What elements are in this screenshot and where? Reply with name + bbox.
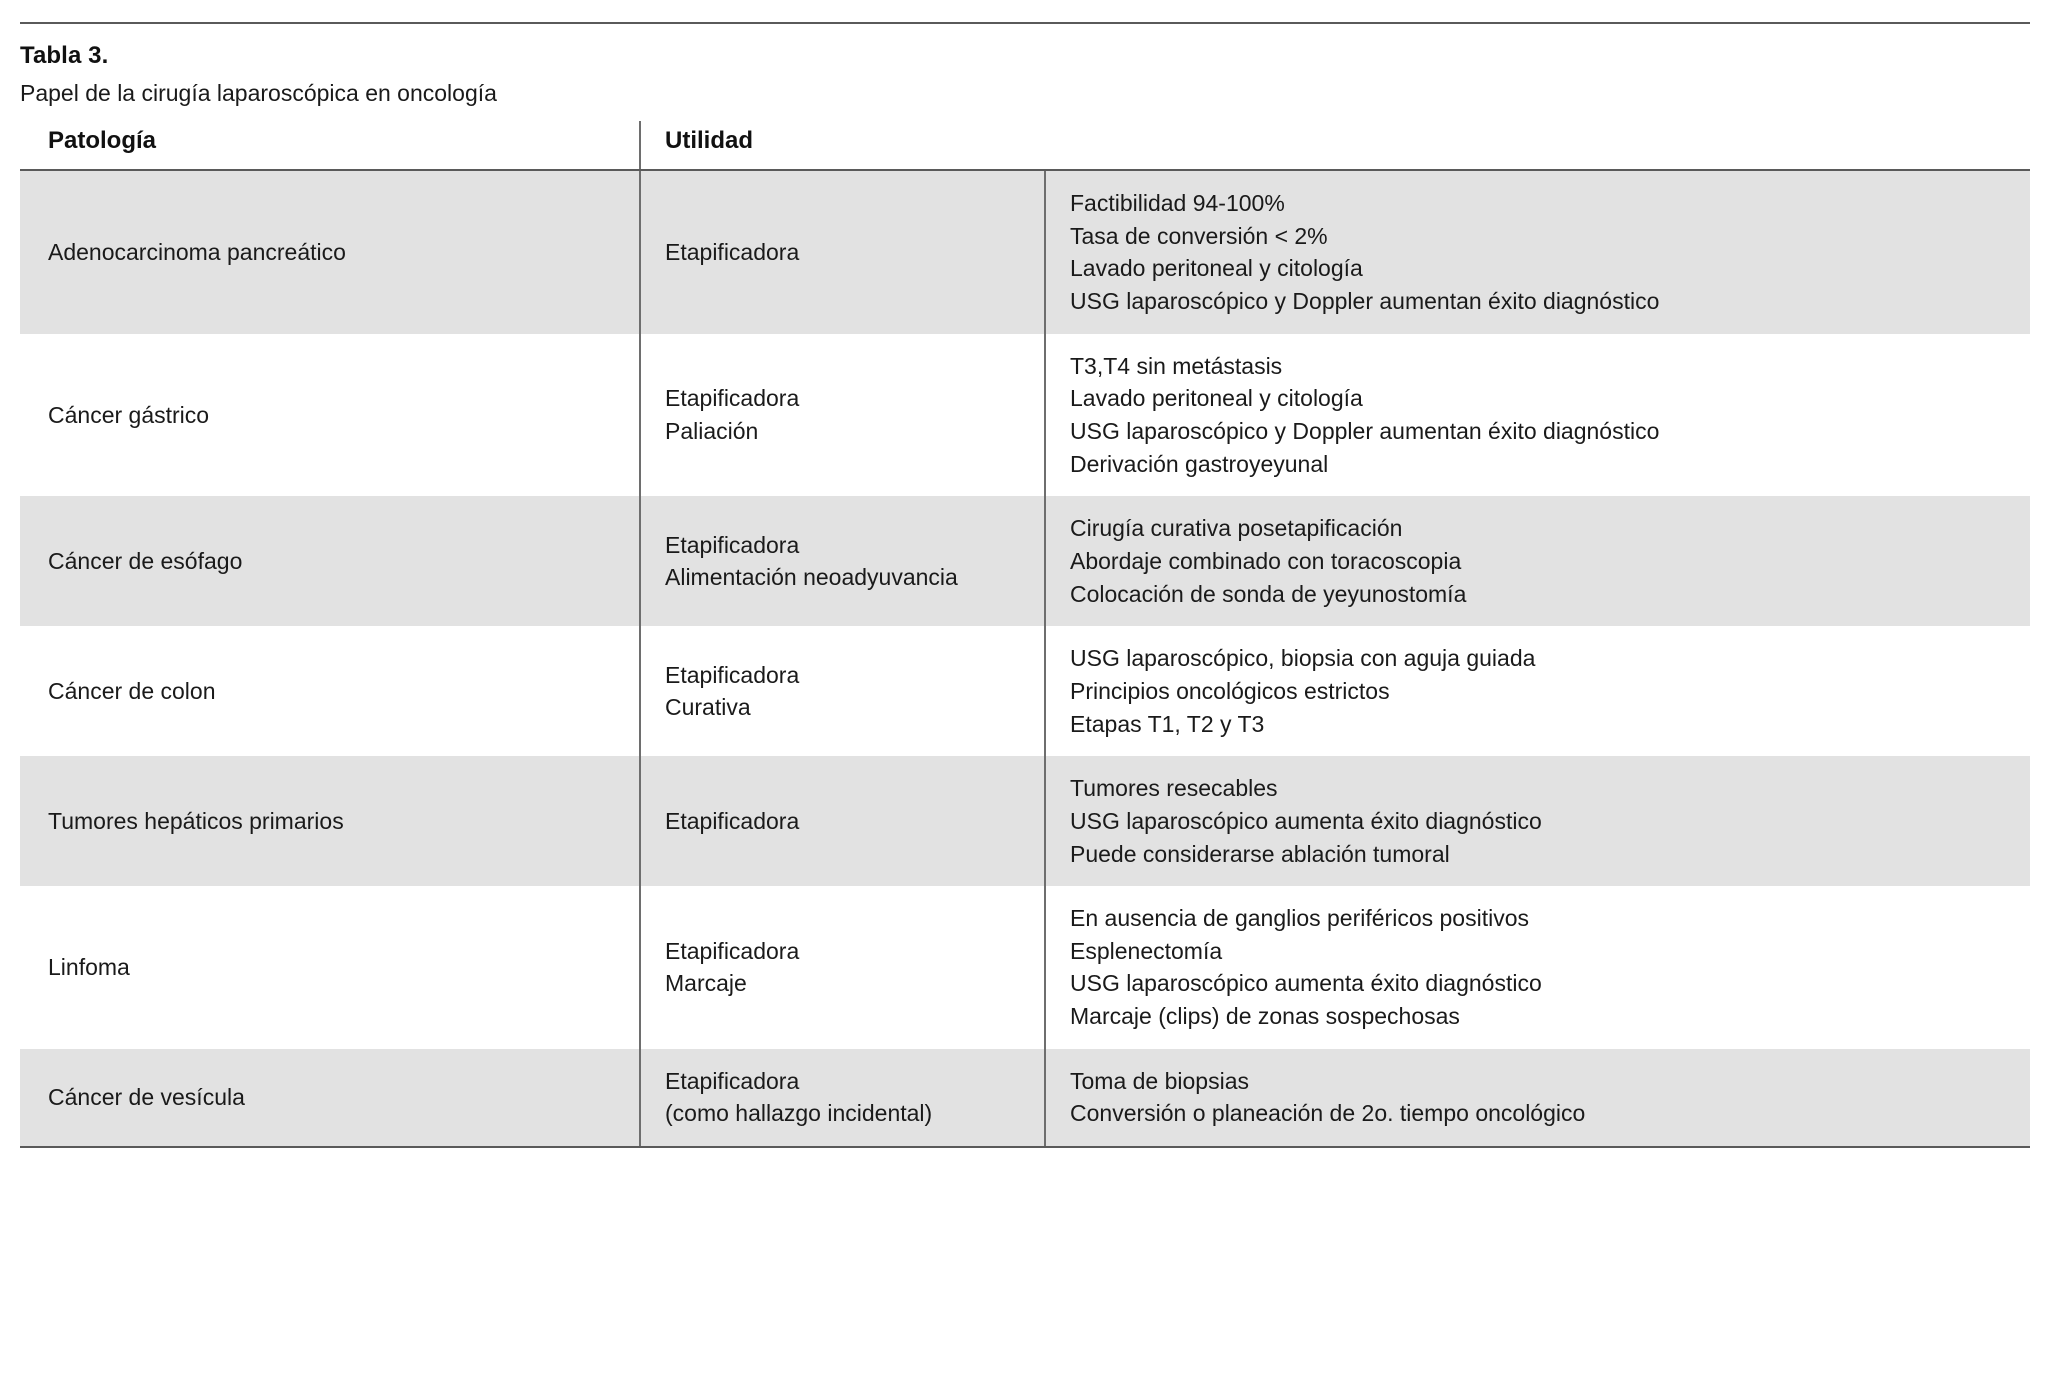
cell-pathology: Cáncer de vesícula [20, 1049, 640, 1146]
table-row [20, 1049, 2030, 1146]
detail-line: Etapas T1, T2 y T3 [1070, 710, 1265, 737]
utility-line: Paliación [665, 417, 759, 444]
detail-line: Principios oncológicos estrictos [1070, 677, 1390, 704]
cell-utility [640, 626, 1045, 756]
detail-line: USG laparoscópico, biopsia con aguja guiada [1070, 645, 1536, 672]
data-table [20, 121, 2030, 1146]
detail-line: T3,T4 sin metástasis [1070, 352, 1283, 379]
utility-line: (como hallazgo incidental) [665, 1100, 933, 1127]
utility-line: Etapificadora [665, 385, 800, 412]
detail-line: USG laparoscópico aumenta éxito diagnóstico [1070, 970, 1542, 997]
detail-line: USG laparoscópico y Doppler aumentan éxito diagnóstico [1070, 287, 1660, 314]
table-row [20, 756, 2030, 886]
table-row [20, 334, 2030, 497]
detail-line: Cirugía curativa posetapificación [1070, 515, 1403, 542]
detail-line: Toma de biopsias [1070, 1067, 1249, 1094]
cell-pathology: Cáncer gástrico [20, 334, 640, 497]
column-header-utility: Utilidad [640, 121, 1045, 170]
utility-line: Curativa [665, 694, 751, 721]
detail-line: Puede considerarse ablación tumoral [1070, 840, 1450, 867]
detail-line: Abordaje combinado con toracoscopia [1070, 547, 1462, 574]
detail-line: Colocación de sonda de yeyunostomía [1070, 580, 1467, 607]
cell-details [1045, 756, 2030, 886]
utility-line: Alimentación neoadyuvancia [665, 564, 958, 591]
cell-pathology: Cáncer de esófago [20, 496, 640, 626]
cell-details [1045, 626, 2030, 756]
detail-line: Lavado peritoneal y citología [1070, 385, 1363, 412]
cell-details [1045, 496, 2030, 626]
cell-details [1045, 170, 2030, 334]
detail-line: Esplenectomía [1070, 937, 1223, 964]
cell-details [1045, 334, 2030, 497]
detail-line: USG laparoscópico y Doppler aumentan éxito diagnóstico [1070, 417, 1660, 444]
cell-utility [640, 170, 1045, 334]
detail-line: USG laparoscópico aumenta éxito diagnóstico [1070, 807, 1542, 834]
cell-utility [640, 886, 1045, 1049]
utility-line: Etapificadora [665, 238, 800, 265]
detail-line: En ausencia de ganglios periféricos positivos [1070, 905, 1529, 932]
utility-line: Etapificadora [665, 531, 800, 558]
table-header-row [20, 121, 2030, 170]
table-caption-text: Papel de la cirugía laparoscópica en oncología [20, 80, 497, 106]
cell-pathology: Linfoma [20, 886, 640, 1049]
utility-line: Marcaje [665, 970, 747, 997]
detail-line: Conversión o planeación de 2o. tiempo oncológico [1070, 1100, 1586, 1127]
cell-pathology: Adenocarcinoma pancreático [20, 170, 640, 334]
detail-line: Tumores resecables [1070, 775, 1278, 802]
table-row [20, 626, 2030, 756]
bottom-divider [20, 1146, 2030, 1148]
column-header-details [1045, 121, 2030, 170]
table-row [20, 886, 2030, 1049]
utility-line: Etapificadora [665, 937, 800, 964]
detail-line: Lavado peritoneal y citología [1070, 255, 1363, 282]
utility-line: Etapificadora [665, 1067, 800, 1094]
cell-utility [640, 334, 1045, 497]
cell-pathology: Cáncer de colon [20, 626, 640, 756]
utility-line: Etapificadora [665, 807, 800, 834]
table-head [20, 121, 2030, 170]
detail-line: Marcaje (clips) de zonas sospechosas [1070, 1003, 1460, 1030]
utility-line: Etapificadora [665, 661, 800, 688]
cell-utility [640, 1049, 1045, 1146]
cell-pathology: Tumores hepáticos primarios [20, 756, 640, 886]
cell-details [1045, 1049, 2030, 1146]
column-header-pathology: Patología [20, 121, 640, 170]
table-caption-label: Tabla 3. [20, 42, 109, 69]
detail-line: Factibilidad 94-100% [1070, 190, 1285, 216]
cell-utility [640, 496, 1045, 626]
table-page [0, 22, 2050, 1380]
cell-utility [640, 756, 1045, 886]
table-row [20, 496, 2030, 626]
top-divider [20, 22, 2030, 24]
detail-line: Tasa de conversión < 2% [1070, 222, 1328, 249]
table-body [20, 170, 2030, 1146]
detail-line: Derivación gastroyeyunal [1070, 450, 1329, 477]
cell-details [1045, 886, 2030, 1049]
table-row [20, 170, 2030, 334]
